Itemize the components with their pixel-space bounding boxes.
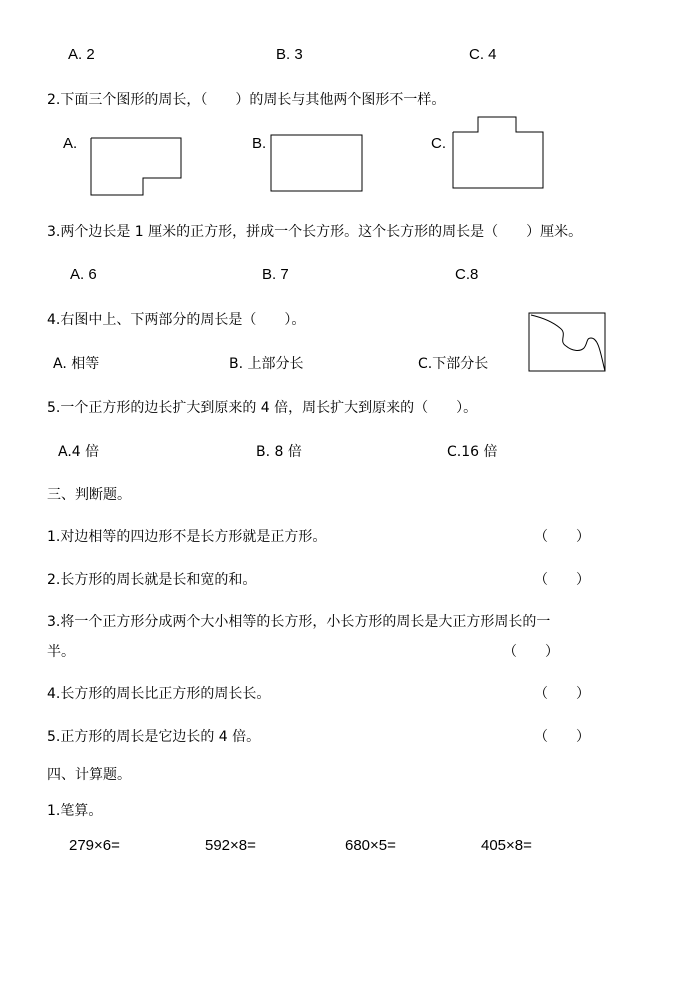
calc-problem-2: 592×8= <box>205 837 256 854</box>
judge-item-2: 2.长方形的周长就是长和宽的和。 <box>47 572 257 588</box>
q5-option-b: B. 8 倍 <box>256 444 302 460</box>
judge-item-4: 4.长方形的周长比正方形的周长长。 <box>47 686 271 702</box>
judge-answer-blank-1[interactable]: （ ） <box>534 529 590 545</box>
section4-subtitle: 1.笔算。 <box>47 803 103 819</box>
q2-label-c: C. <box>431 135 446 152</box>
q4-option-c: C.下部分长 <box>418 356 489 372</box>
q4-option-a: A. 相等 <box>53 356 100 372</box>
calc-problem-1: 279×6= <box>69 837 120 854</box>
judge-answer-blank-5[interactable]: （ ） <box>534 729 590 745</box>
judge-answer-blank-3[interactable]: （ ） <box>503 644 559 660</box>
l-shape-figure <box>90 137 184 197</box>
q1-option-c: C. 4 <box>469 46 497 63</box>
q1-option-a: A. 2 <box>68 46 95 63</box>
section3-title: 三、判断题。 <box>47 487 131 503</box>
calc-problem-3: 680×5= <box>345 837 396 854</box>
q2-label-b: B. <box>252 135 267 152</box>
judge-item-3-continued: 半。 <box>47 644 75 660</box>
rectangle-figure <box>270 134 364 194</box>
q4-stem: 4.右图中上、下两部分的周长是（ ）。 <box>47 312 306 328</box>
q2-stem: 2.下面三个图形的周长，（ ）的周长与其他两个图形不一样。 <box>47 92 446 108</box>
q3-stem: 3.两个边长是 1 厘米的正方形，拼成一个长方形。这个长方形的周长是（ ）厘米。 <box>47 224 583 240</box>
judge-answer-blank-2[interactable]: （ ） <box>534 572 590 588</box>
notched-rectangle-figure <box>452 116 546 191</box>
q5-option-a: A.4 倍 <box>58 444 100 460</box>
q3-option-b: B. 7 <box>262 266 289 283</box>
judge-item-1: 1.对边相等的四边形不是长方形就是正方形。 <box>47 529 327 545</box>
judge-item-5: 5.正方形的周长是它边长的 4 倍。 <box>47 729 261 745</box>
q3-option-c: C.8 <box>455 266 479 283</box>
q4-option-b: B. 上部分长 <box>229 356 304 372</box>
q5-option-c: C.16 倍 <box>447 444 498 460</box>
wavy-divided-rectangle-figure <box>528 312 608 374</box>
q1-option-b: B. 3 <box>276 46 303 63</box>
judge-answer-blank-4[interactable]: （ ） <box>534 686 590 702</box>
judge-item-3: 3.将一个正方形分成两个大小相等的长方形，小长方形的周长是大正方形周长的一 <box>47 614 551 630</box>
q3-option-a: A. 6 <box>70 266 97 283</box>
q2-label-a: A. <box>63 135 78 152</box>
section4-title: 四、计算题。 <box>47 767 131 783</box>
calc-problem-4: 405×8= <box>481 837 532 854</box>
q5-stem: 5.一个正方形的边长扩大到原来的 4 倍，周长扩大到原来的（ ）。 <box>47 400 478 416</box>
